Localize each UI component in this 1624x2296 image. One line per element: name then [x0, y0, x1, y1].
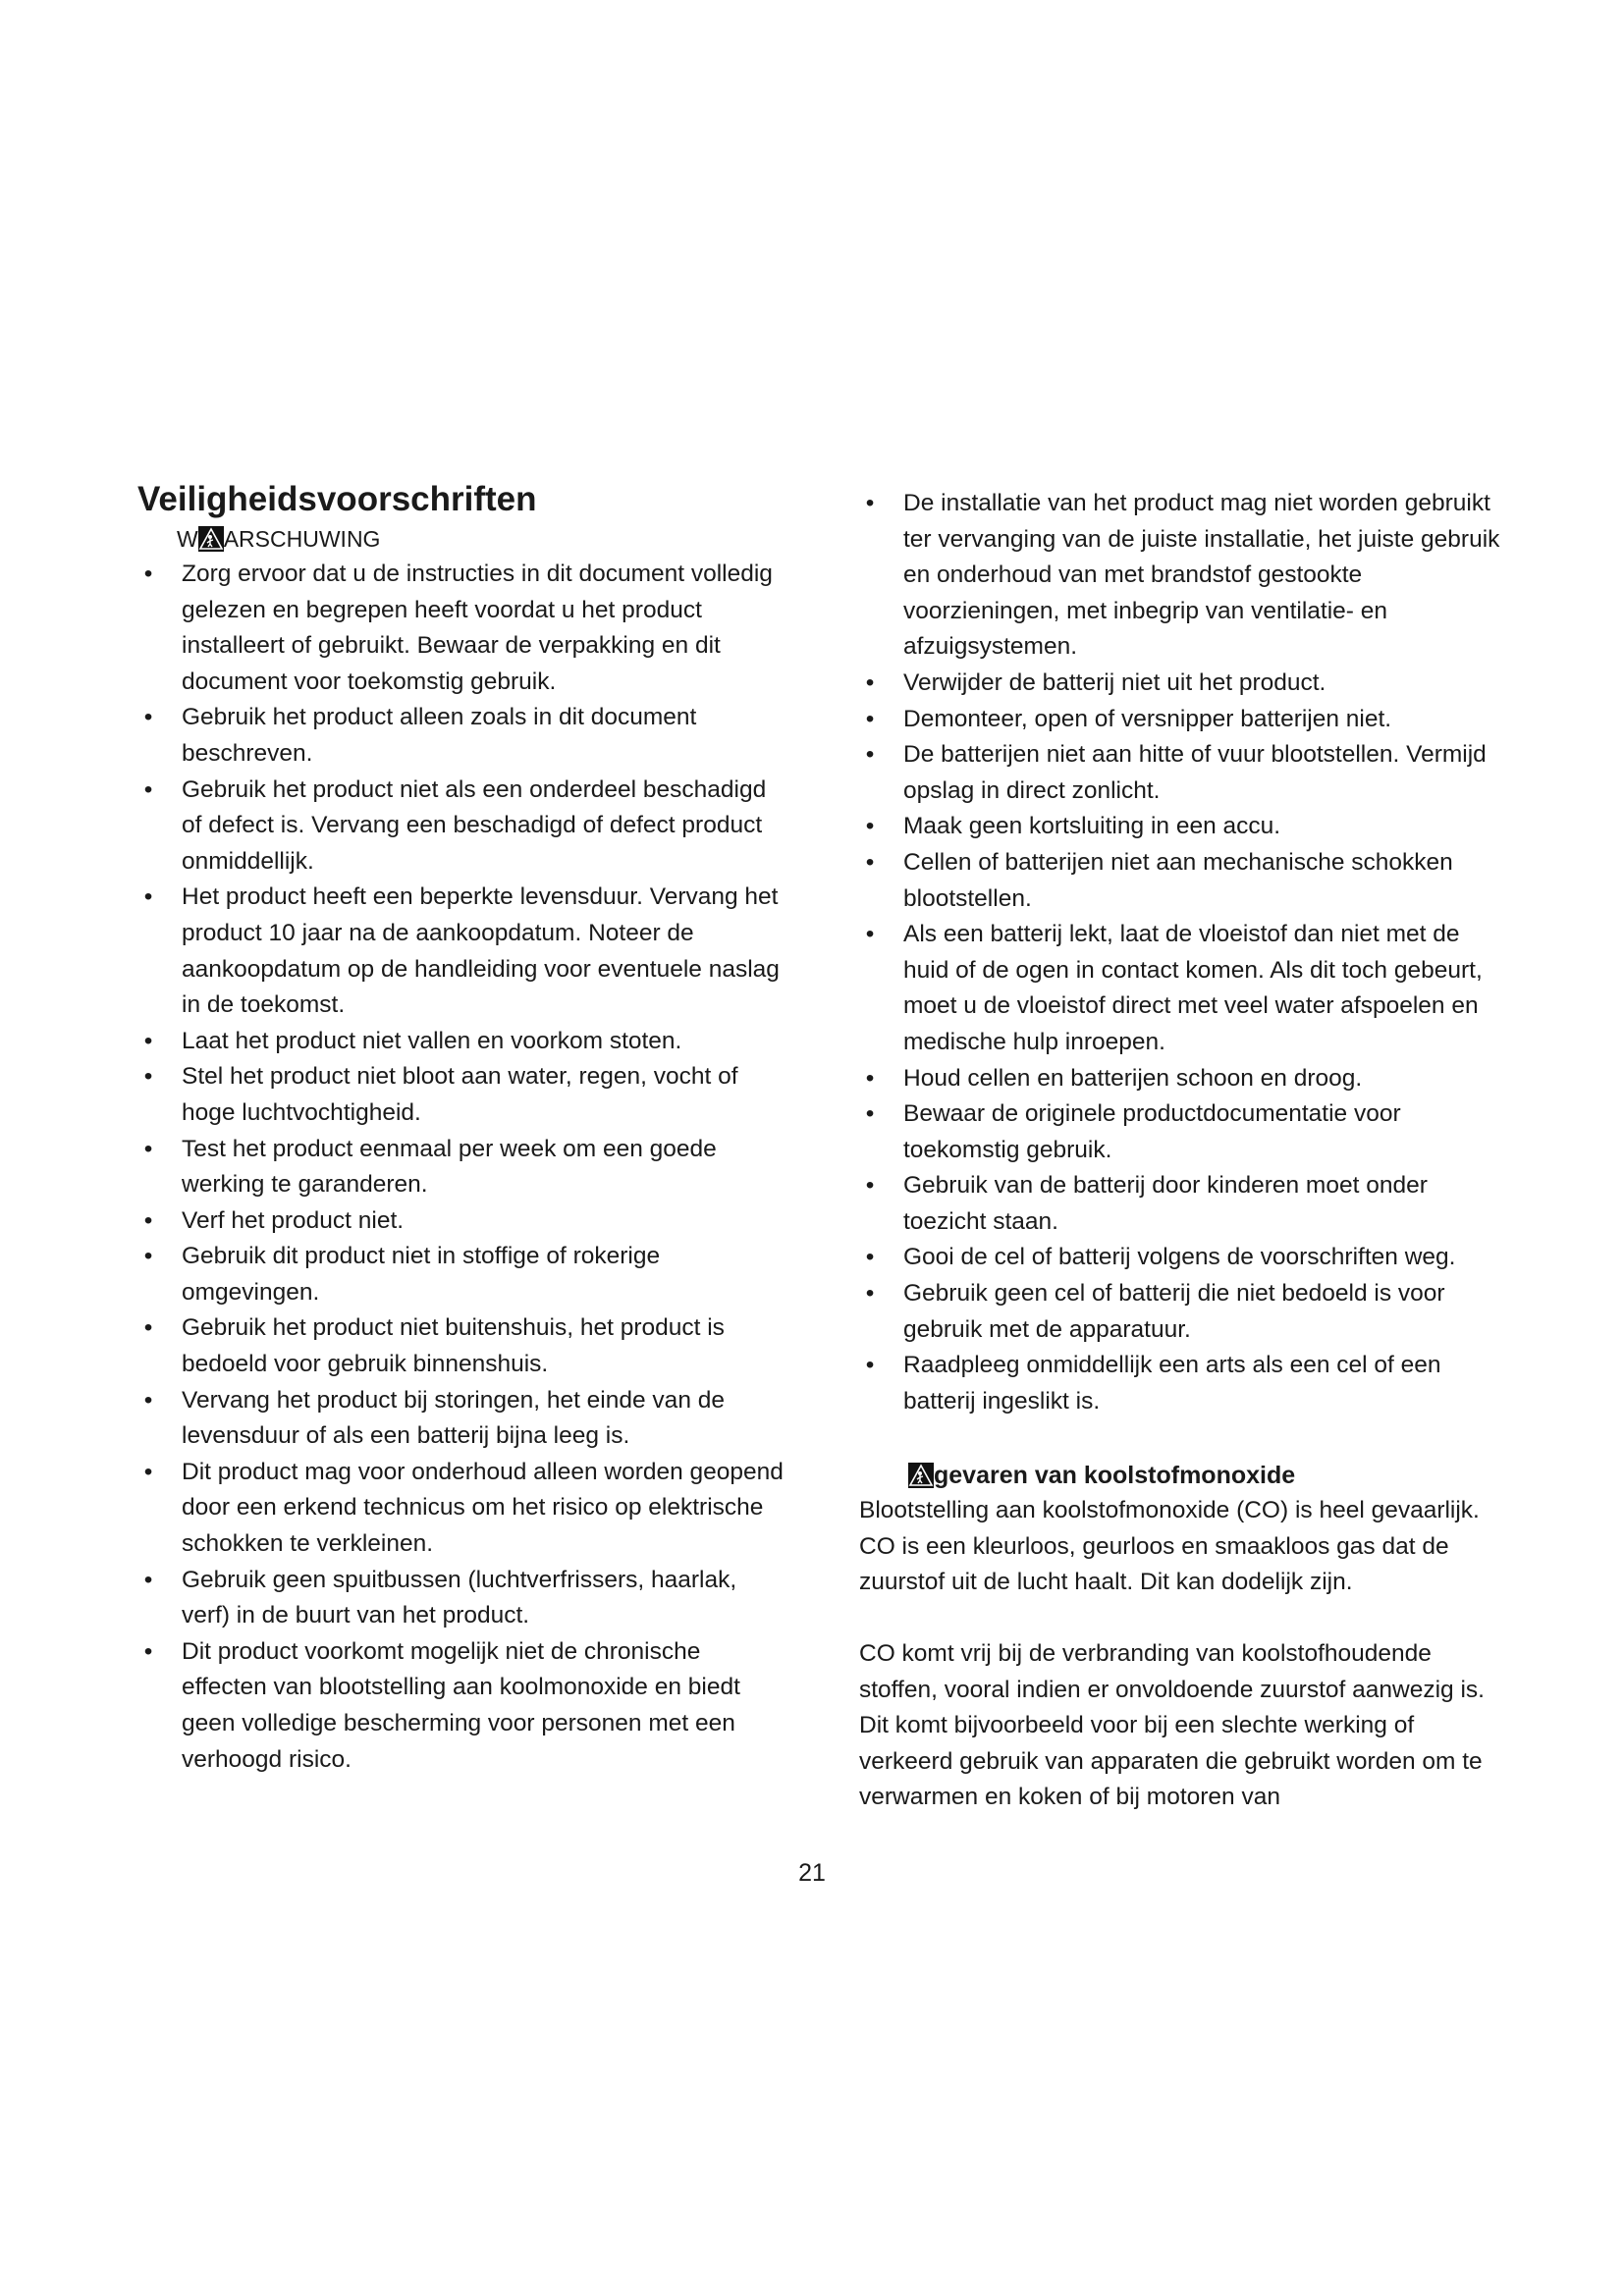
list-item: • De batterijen niet aan hitte of vuur blootstellen. Vermijd opslag in direct zonlicht.	[859, 737, 1507, 809]
list-item: • Test het product eenmaal per week om een goede werking te garanderen.	[137, 1132, 785, 1203]
list-item: • De installatie van het product mag niet worden gebruikt ter vervanging van de juiste installatie, het juiste gebruik en onderhoud van met brandstof gestookte voorzieningen, met inbegrip van ventilatie- en afzuigsystemen.	[859, 486, 1507, 666]
warning-label-suffix: ARSCHUWING	[223, 526, 381, 552]
list-item: • Verwijder de batterij niet uit het product.	[859, 666, 1507, 702]
warning-label	[177, 524, 380, 554]
list-item: • Verf het product niet.	[137, 1203, 785, 1240]
list-item: • Als een batterij lekt, laat de vloeistof dan niet met de huid of de ogen in contact komen. Als dit toch gebeurt, moet u de vloeistof direct met veel water afspoelen en medische hulp inroepen.	[859, 917, 1507, 1060]
list-item: • Gebruik het product niet als een onderdeel beschadigd of defect is. Vervang een beschadigd of defect product onmiddellijk.	[137, 773, 785, 881]
co-paragraph: CO komt vrij bij de verbranding van koolstofhoudende stoffen, vooral indien er onvoldoende zuurstof aanwezig is. Dit komt bijvoorbeeld voor bij een slechte werking of verkeerd gebruik van apparaten die gebruikt worden om te verwarmen en koken of bij motoren van	[859, 1640, 1485, 1811]
list-item: • Laat het product niet vallen en voorkom stoten.	[137, 1024, 785, 1060]
list-item: • Maak geen kortsluiting in een accu.	[859, 809, 1507, 845]
co-section-heading	[908, 1459, 1295, 1492]
list-item: • Vervang het product bij storingen, het einde van de levensduur of als een batterij bijna leeg is.	[137, 1383, 785, 1455]
warning-label-prefix: W	[177, 526, 198, 552]
list-item: • Gebruik het product niet buitenshuis, het product is bedoeld voor gebruik binnenshuis.	[137, 1310, 785, 1382]
list-item: • Stel het product niet bloot aan water, regen, vocht of hoge luchtvochtigheid.	[137, 1059, 785, 1131]
page-number: 21	[798, 1859, 826, 1887]
list-item: • Demonteer, open of versnipper batterijen niet.	[859, 702, 1507, 738]
list-item: • Het product heeft een beperkte levensduur. Vervang het product 10 jaar na de aankoopdatum. Noteer de aankoopdatum op de handleiding voor eventuele naslag in de toekomst.	[137, 880, 785, 1023]
list-item: • Dit product voorkomt mogelijk niet de chronische effecten van blootstelling aan koolmonoxide en biedt geen volledige bescherming voor personen met een verhoogd risico.	[137, 1634, 785, 1778]
list-item: • Bewaar de originele productdocumentatie voor toekomstig gebruik.	[859, 1096, 1507, 1168]
co-heading-text: gevaren van koolstofmonoxide	[934, 1462, 1296, 1489]
list-item: • Cellen of batterijen niet aan mechanische schokken blootstellen.	[859, 845, 1507, 917]
co-paragraph: Blootstelling aan koolstofmonoxide (CO) is heel gevaarlijk. CO is een kleurloos, geurloos en smaakloos gas dat de zuurstof uit de lucht haalt. Dit kan dodelijk zijn.	[859, 1497, 1480, 1596]
list-item: • Gebruik geen cel of batterij die niet bedoeld is voor gebruik met de apparatuur.	[859, 1276, 1507, 1348]
list-item: • Raadpleeg onmiddellijk een arts als een cel of een batterij ingeslikt is.	[859, 1348, 1507, 1419]
safety-bullet-list	[137, 557, 785, 1778]
list-item: • Houd cellen en batterijen schoon en droog.	[859, 1061, 1507, 1097]
warning-person-icon	[198, 526, 224, 552]
list-item: • Gebruik van de batterij door kinderen moet onder toezicht staan.	[859, 1168, 1507, 1240]
battery-bullet-list	[859, 486, 1507, 1419]
list-item: • Gebruik geen spuitbussen (luchtverfrissers, haarlak, verf) in de buurt van het product.	[137, 1563, 785, 1634]
list-item: • Gebruik het product alleen zoals in dit document beschreven.	[137, 700, 785, 772]
list-item: • Zorg ervoor dat u de instructies in dit document volledig gelezen en begrepen heeft voordat u het product installeert of gebruikt. Bewaar de verpakking en dit document voor toekomstig gebruik.	[137, 557, 785, 700]
page-title: Veiligheidsvoorschriften	[137, 480, 537, 518]
list-item: • Dit product mag voor onderhoud alleen worden geopend door een erkend technicus om het risico op elektrische schokken te verkleinen.	[137, 1455, 785, 1563]
list-item: • Gooi de cel of batterij volgens de voorschriften weg.	[859, 1240, 1507, 1276]
warning-person-icon	[908, 1463, 934, 1488]
list-item: • Gebruik dit product niet in stoffige of rokerige omgevingen.	[137, 1239, 785, 1310]
